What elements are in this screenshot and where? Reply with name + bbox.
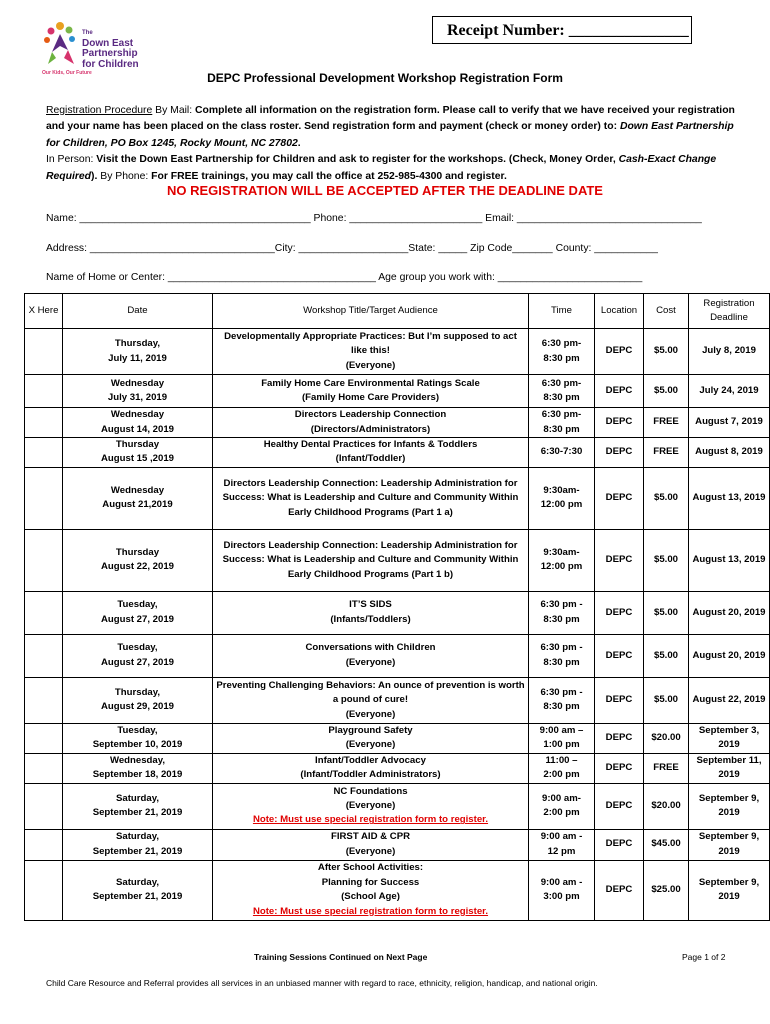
logo-line-3: for Children (82, 58, 139, 70)
workshop-cell (213, 591, 529, 634)
x-here-cell[interactable] (25, 723, 63, 753)
cash-note: Cash-Exact Change Required (46, 154, 717, 182)
location-cell: DEPC (595, 634, 644, 677)
location-cell: DEPC (595, 829, 644, 860)
cost-cell: $5.00 (644, 375, 689, 408)
time-cell: 6:30 pm - 8:30 pm (529, 634, 595, 677)
location-cell: DEPC (595, 329, 644, 375)
workshop-title: Developmentally Appropriate Practices: But I’m supposed to act like this! (Everyone) (224, 330, 517, 371)
center-agegroup-line[interactable]: Name of Home or Center: ____________________________________ Age group you work with: _________________________ (46, 272, 643, 283)
header-cost: Cost (644, 294, 689, 329)
x-here-cell[interactable] (25, 829, 63, 860)
x-here-cell[interactable] (25, 591, 63, 634)
date-cell: Thursday, July 11, 2019 (63, 329, 213, 375)
workshop-cell (213, 329, 529, 375)
workshop-title: FIRST AID & CPR (Everyone) (330, 831, 411, 857)
workshop-cell (213, 375, 529, 408)
deadline-cell: September 9, 2019 (689, 860, 770, 920)
x-here-cell[interactable] (25, 408, 63, 438)
page-number: Page 1 of 2 (682, 952, 726, 962)
workshop-cell (213, 529, 529, 591)
form-title: DEPC Professional Development Workshop Registration Form (207, 71, 563, 85)
logo-wordmark (82, 28, 162, 70)
deadline-cell: August 13, 2019 (689, 467, 770, 529)
cost-cell: $20.00 (644, 783, 689, 829)
table-row (25, 329, 770, 375)
time-cell: 6:30 pm - 8:30 pm (529, 591, 595, 634)
header-time: Time (529, 294, 595, 329)
workshop-table (24, 293, 770, 921)
mailing-address-end: . (297, 137, 301, 149)
workshop-title: IT’S SIDS (Infants/Toddlers) (330, 599, 411, 625)
table-row (25, 375, 770, 408)
deadline-cell: August 8, 2019 (689, 438, 770, 468)
x-here-cell[interactable] (25, 634, 63, 677)
date-cell: Wednesday August 14, 2019 (63, 408, 213, 438)
procedure-label: Registration Procedure (46, 105, 153, 116)
cost-cell: $5.00 (644, 467, 689, 529)
deadline-cell: July 8, 2019 (689, 329, 770, 375)
table-header-row (25, 294, 770, 329)
workshop-cell (213, 723, 529, 753)
logo-line-2: Partnership (82, 48, 138, 59)
workshop-cell (213, 467, 529, 529)
workshop-cell (213, 753, 529, 783)
x-here-cell[interactable] (25, 753, 63, 783)
cost-cell: $5.00 (644, 677, 689, 723)
workshop-note: Note: Must use special registration form to register. (252, 814, 489, 826)
header-x-here: X Here (25, 294, 63, 329)
table-row (25, 529, 770, 591)
table-row (25, 591, 770, 634)
table-row (25, 723, 770, 753)
deadline-cell: September 3, 2019 (689, 723, 770, 753)
date-cell: Tuesday, August 27, 2019 (63, 634, 213, 677)
cost-cell: FREE (644, 438, 689, 468)
cost-cell: $45.00 (644, 829, 689, 860)
x-here-cell[interactable] (25, 529, 63, 591)
x-here-cell[interactable] (25, 860, 63, 920)
location-cell: DEPC (595, 467, 644, 529)
workshop-cell (213, 829, 529, 860)
deadline-cell: September 11, 2019 (689, 753, 770, 783)
header-date: Date (63, 294, 213, 329)
time-cell: 11:00 – 2:00 pm (529, 753, 595, 783)
logo-line-1: Down East (82, 37, 134, 49)
location-cell: DEPC (595, 723, 644, 753)
time-cell: 6:30 pm- 8:30 pm (529, 329, 595, 375)
workshop-cell (213, 783, 529, 829)
in-person-label: In Person: (46, 154, 97, 166)
time-cell: 6:30-7:30 (529, 438, 595, 468)
deadline-cell: July 24, 2019 (689, 375, 770, 408)
table-row (25, 467, 770, 529)
deadline-cell: August 13, 2019 (689, 529, 770, 591)
table-row (25, 753, 770, 783)
cost-cell: $5.00 (644, 591, 689, 634)
cost-cell: $20.00 (644, 723, 689, 753)
workshop-title: Conversations with Children (Everyone) (305, 642, 436, 668)
workshop-cell (213, 634, 529, 677)
in-person-instructions: Visit the Down East Partnership for Children and ask to register for the workshops. (Check, Money Order, (96, 154, 619, 166)
time-cell: 9:00 am - 12 pm (529, 829, 595, 860)
x-here-cell[interactable] (25, 375, 63, 408)
date-cell: Saturday, September 21, 2019 (63, 860, 213, 920)
mail-instructions: Complete all information on the registration form. Please call to verify that we have received your registration and your name has been placed on the class roster. Send registration form and payment (check or money order) to: (46, 105, 735, 133)
date-cell: Thursday, August 29, 2019 (63, 677, 213, 723)
date-cell: Thursday August 22, 2019 (63, 529, 213, 591)
in-person-end: ). (91, 170, 98, 182)
workshop-title: Preventing Challenging Behaviors: An ounce of prevention is worth a pound of cure! (Everyone) (216, 679, 525, 720)
logo-the: The (82, 30, 93, 36)
location-cell: DEPC (595, 753, 644, 783)
deadline-cell: September 9, 2019 (689, 783, 770, 829)
disclaimer: Child Care Resource and Referral provides all services in an unbiased manner with regard to race, ethnicity, religion, handicap, and national origin. (46, 978, 598, 988)
location-cell: DEPC (595, 408, 644, 438)
workshop-title: Family Home Care Environmental Ratings Scale (Family Home Care Providers) (261, 377, 480, 403)
x-here-cell[interactable] (25, 329, 63, 375)
cost-cell: FREE (644, 753, 689, 783)
address-line[interactable]: Address: ________________________________City: ___________________State: _____ Zip Code_______ County: ___________ (46, 243, 658, 254)
table-row (25, 634, 770, 677)
logo-mark-icon (42, 20, 86, 70)
header-deadline: Registration Deadline (689, 294, 770, 329)
receipt-number-box: Receipt Number: _______________ (432, 16, 692, 44)
table-row (25, 438, 770, 468)
cost-cell: $5.00 (644, 329, 689, 375)
workshop-title: Directors Leadership Connection: Leadership Administration for Success: What is Leadership and Culture and Community Within Early Childhood Programs (Part 1 a) (222, 477, 519, 518)
location-cell: DEPC (595, 375, 644, 408)
location-cell: DEPC (595, 783, 644, 829)
phone-label: By Phone: (97, 170, 152, 182)
phone-instructions: For FREE trainings, you may call the office at 252-985-4300 and register. (151, 170, 507, 182)
name-phone-email-line[interactable]: Name: ________________________________________ Phone: _______________________ Email: ________________________________ (46, 213, 702, 224)
table-row (25, 829, 770, 860)
workshop-title: After School Activities: Planning for Success (School Age) (317, 862, 424, 903)
cost-cell: $5.00 (644, 634, 689, 677)
table-row (25, 860, 770, 920)
workshop-title: Directors Leadership Connection (Directors/Administrators) (294, 409, 447, 435)
date-cell: Tuesday, September 10, 2019 (63, 723, 213, 753)
workshop-cell (213, 438, 529, 468)
workshop-title: Infant/Toddler Advocacy (Infant/Toddler Administrators) (300, 754, 441, 781)
table-row (25, 408, 770, 438)
workshop-cell (213, 677, 529, 723)
time-cell: 9:30am- 12:00 pm (529, 529, 595, 591)
mail-label: By Mail: (152, 105, 196, 116)
time-cell: 9:00 am- 2:00 pm (529, 783, 595, 829)
cost-cell: $25.00 (644, 860, 689, 920)
x-here-cell[interactable] (25, 677, 63, 723)
date-cell: Tuesday, August 27, 2019 (63, 591, 213, 634)
location-cell: DEPC (595, 438, 644, 468)
cost-cell: $5.00 (644, 529, 689, 591)
time-cell: 6:30 pm - 8:30 pm (529, 677, 595, 723)
location-cell: DEPC (595, 677, 644, 723)
logo-tagline: Our Kids, Our Future (42, 70, 92, 76)
table-row (25, 783, 770, 829)
date-cell: Wednesday July 31, 2019 (63, 375, 213, 408)
workshop-title: NC Foundations (Everyone) (333, 785, 408, 811)
registration-procedure (46, 103, 736, 185)
workshop-title: Playground Safety (Everyone) (328, 724, 413, 751)
continued-note: Training Sessions Continued on Next Page (254, 952, 428, 962)
workshop-cell (213, 408, 529, 438)
workshop-title: Healthy Dental Practices for Infants & Toddlers (Infant/Toddler) (263, 439, 478, 465)
workshop-cell (213, 860, 529, 920)
organization-logo (42, 20, 152, 76)
x-here-cell[interactable] (25, 438, 63, 468)
location-cell: DEPC (595, 591, 644, 634)
deadline-cell: August 20, 2019 (689, 591, 770, 634)
date-cell: Saturday, September 21, 2019 (63, 783, 213, 829)
time-cell: 6:30 pm- 8:30 pm (529, 408, 595, 438)
x-here-cell[interactable] (25, 783, 63, 829)
deadline-cell: August 7, 2019 (689, 408, 770, 438)
deadline-cell: August 22, 2019 (689, 677, 770, 723)
mailing-address: Down East Partnership for Children, PO Box 1245, Rocky Mount, NC 27802 (46, 121, 734, 149)
date-cell: Wednesday, September 18, 2019 (63, 753, 213, 783)
header-workshop: Workshop Title/Target Audience (213, 294, 529, 329)
location-cell: DEPC (595, 529, 644, 591)
date-cell: Saturday, September 21, 2019 (63, 829, 213, 860)
deadline-warning: NO REGISTRATION WILL BE ACCEPTED AFTER THE DEADLINE DATE (167, 183, 603, 198)
table-row (25, 677, 770, 723)
x-here-cell[interactable] (25, 467, 63, 529)
time-cell: 9:30am- 12:00 pm (529, 467, 595, 529)
cost-cell: FREE (644, 408, 689, 438)
time-cell: 6:30 pm- 8:30 pm (529, 375, 595, 408)
workshop-title: Directors Leadership Connection: Leadership Administration for Success: What is Leadership and Culture and Community Within Early Childhood Programs (Part 1 b) (222, 539, 519, 580)
date-cell: Thursday August 15 ,2019 (63, 438, 213, 468)
location-cell: DEPC (595, 860, 644, 920)
deadline-cell: September 9, 2019 (689, 829, 770, 860)
time-cell: 9:00 am – 1:00 pm (529, 723, 595, 753)
header-location: Location (595, 294, 644, 329)
workshop-note: Note: Must use special registration form to register. (252, 905, 489, 917)
deadline-cell: August 20, 2019 (689, 634, 770, 677)
time-cell: 9:00 am - 3:00 pm (529, 860, 595, 920)
date-cell: Wednesday August 21,2019 (63, 467, 213, 529)
